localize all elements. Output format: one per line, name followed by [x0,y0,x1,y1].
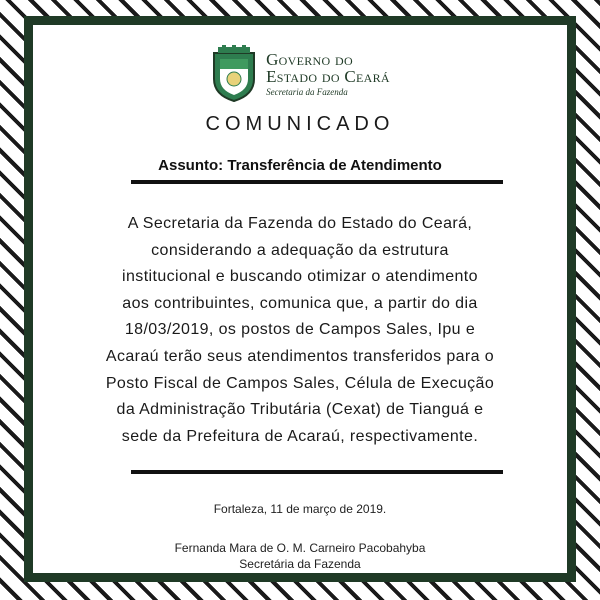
notice-body [73,211,527,450]
divider-top [131,180,503,184]
date-line: Fortaleza, 11 de março de 2019. [213,502,387,516]
body-line: considerando a adequação da estrutura [151,241,449,259]
body-line: Posto Fiscal de Campos Sales, Célula de Execução [105,374,495,392]
body-line: 18/03/2019, os postos de Campos Sales, Ipu e [124,321,476,339]
body-line: da Administração Tributária (Cexat) de Tianguá e [116,401,484,419]
gov-subtitle: Secretaria da Fazenda [266,87,348,97]
signature-block [33,540,567,572]
ceara-coat-of-arms-icon [210,45,258,103]
body-line: aos contribuintes, comunica que, a partir do dia [122,294,478,312]
gov-line-2: Estado do Ceará [266,67,390,86]
body-line: sede da Prefeitura de Acaraú, respectivamente. [121,427,479,445]
government-name [266,51,390,97]
body-line: Acaraú terão seus atendimentos transferidos para o [105,347,495,365]
gov-line-1: Governo do [266,50,353,69]
body-line: A Secretaria da Fazenda do Estado do Ceará, [127,215,473,232]
government-header [33,43,567,105]
notice-frame [24,16,576,582]
notice-title: COMUNICADO [205,113,395,135]
body-line: institucional e buscando otimizar o atendimento [122,268,478,286]
divider-bottom [131,470,503,474]
signer-name: Fernanda Mara de O. M. Carneiro Pacobahyba [174,541,426,555]
notice-subject: Assunto: Transferência de Atendimento [158,157,442,174]
signer-title: Secretária da Fazenda [239,557,361,571]
